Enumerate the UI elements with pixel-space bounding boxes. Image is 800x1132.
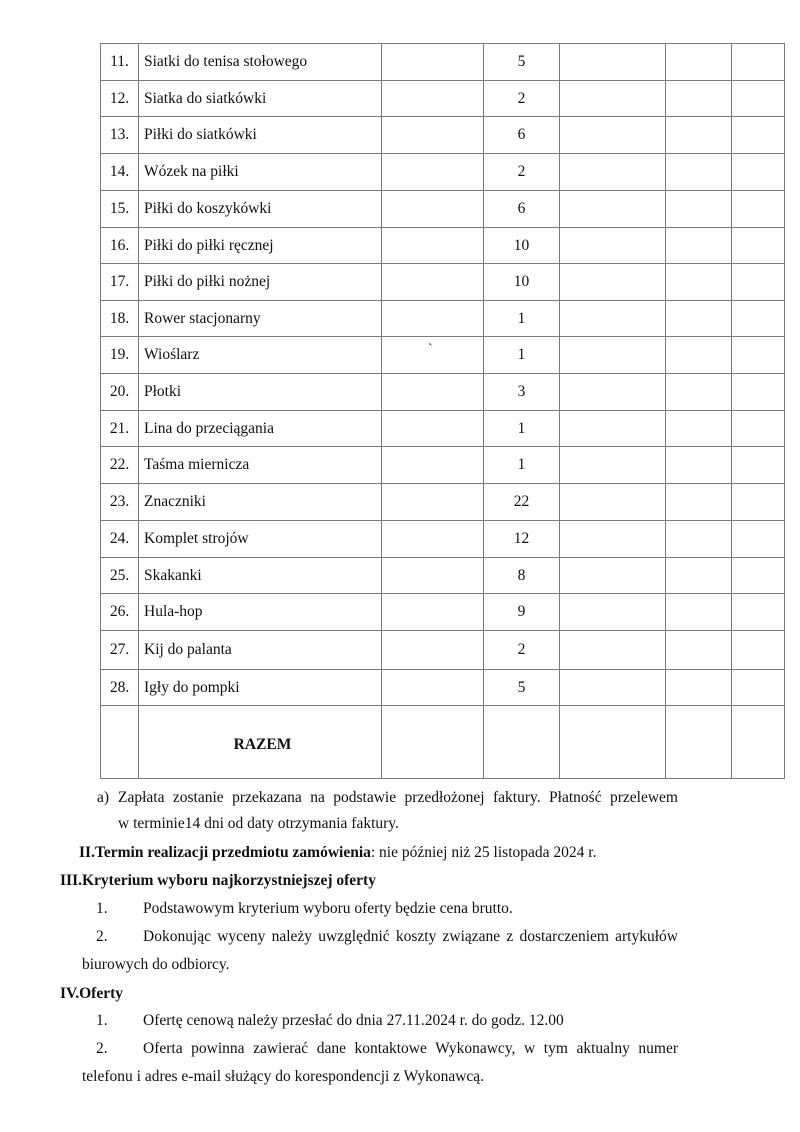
empty-cell [732,44,785,81]
item-quantity: 22 [484,484,560,521]
empty-cell [732,228,785,264]
payment-marker: a) [97,789,110,806]
section-4-point-2-number: 2. [96,1040,108,1057]
empty-cell [560,594,666,631]
empty-cell [666,228,732,264]
empty-cell [560,521,666,558]
empty-cell [732,484,785,521]
section-3-point-1-number: 1. [96,900,108,917]
item-quantity: 10 [484,228,560,264]
empty-cell [560,484,666,521]
row-number: 22. [101,447,139,484]
item-quantity: 9 [484,594,560,631]
blank-cell [382,154,484,191]
table-row [101,228,785,264]
blank-cell [382,484,484,521]
blank-cell [382,631,484,670]
item-quantity: 1 [484,301,560,337]
row-number: 19. [101,337,139,374]
empty-cell [666,484,732,521]
item-quantity: 3 [484,374,560,411]
item-name: Piłki do siatkówki [139,117,382,154]
item-quantity: 6 [484,191,560,228]
empty-cell [732,374,785,411]
item-name: Piłki do koszykówki [139,191,382,228]
item-name: Piłki do piłki ręcznej [139,228,382,264]
empty-cell [666,44,732,81]
item-quantity: 10 [484,264,560,301]
table-row [101,264,785,301]
table-row [101,81,785,117]
empty-cell [732,447,785,484]
empty-cell [484,706,560,779]
empty-cell [560,411,666,447]
section-2 [79,844,596,862]
empty-cell [666,670,732,706]
total-row [101,706,785,779]
blank-cell [382,670,484,706]
blank-cell [382,44,484,81]
item-quantity: 5 [484,670,560,706]
item-name: Kij do palanta [139,631,382,670]
empty-cell [560,301,666,337]
empty-cell [560,374,666,411]
empty-cell [732,264,785,301]
section-4-point-2-text-cont: telefonu i adres e-mail służący do korespondencji z Wykonawcą. [82,1068,485,1085]
empty-cell [560,337,666,374]
item-name: Siatki do tenisa stołowego [139,44,382,81]
total-label: RAZEM [139,706,382,779]
table-row [101,411,785,447]
item-name: Taśma miernicza [139,447,382,484]
section-4-heading: IV.Oferty [60,985,123,1002]
item-name: Lina do przeciągania [139,411,382,447]
item-name: Rower stacjonarny [139,301,382,337]
table-row [101,631,785,670]
empty-cell [732,301,785,337]
empty-cell [732,594,785,631]
blank-cell [382,337,484,374]
empty-cell [666,594,732,631]
empty-cell [666,558,732,594]
row-number: 26. [101,594,139,631]
table-row [101,117,785,154]
item-quantity: 2 [484,81,560,117]
empty-cell [732,154,785,191]
empty-cell [732,670,785,706]
item-name: Wioślarz [139,337,382,374]
item-name: Komplet strojów [139,521,382,558]
empty-cell [666,117,732,154]
section-3-point-1-text: Podstawowym kryterium wyboru oferty będzie cena brutto. [143,900,513,917]
empty-cell [560,117,666,154]
empty-cell [560,44,666,81]
empty-cell [560,264,666,301]
empty-cell [666,81,732,117]
blank-cell [382,191,484,228]
blank-cell [382,301,484,337]
item-quantity: 5 [484,44,560,81]
section-3-point-2-text-cont: biurowych do odbiorcy. [82,956,230,973]
item-name: Wózek na piłki [139,154,382,191]
table-row [101,670,785,706]
row-number: 12. [101,81,139,117]
empty-cell [732,521,785,558]
empty-cell [666,411,732,447]
row-number: 14. [101,154,139,191]
empty-cell [666,706,732,779]
section-4-point-1-text: Ofertę cenową należy przesłać do dnia 27.11.2024 r. do godz. 12.00 [143,1012,564,1029]
empty-cell [382,706,484,779]
section-3-point-2-number: 2. [96,928,108,945]
section-2-heading: II.Termin realizacji przedmiotu zamówienia [79,844,371,861]
section-3-point-2-text: Dokonując wyceny należy uwzględnić koszty związane z dostarczeniem artykułów [143,928,678,945]
payment-line-1: Zapłata zostanie przekazana na podstawie przedłożonej faktury. Płatność przelewem [118,789,678,806]
blank-cell [382,374,484,411]
table-row [101,191,785,228]
section-4-point-1-number: 1. [96,1012,108,1029]
blank-cell [382,521,484,558]
row-number: 13. [101,117,139,154]
item-quantity: 1 [484,337,560,374]
table-row [101,521,785,558]
empty-cell [732,558,785,594]
empty-cell [560,447,666,484]
table-row [101,301,785,337]
row-number: 23. [101,484,139,521]
empty-cell [732,706,785,779]
empty-cell [666,337,732,374]
row-number: 21. [101,411,139,447]
blank-cell [382,558,484,594]
empty-cell [666,631,732,670]
empty-cell [560,154,666,191]
empty-cell [732,411,785,447]
empty-cell [666,521,732,558]
blank-cell [382,228,484,264]
empty-cell [560,706,666,779]
item-quantity: 2 [484,631,560,670]
empty-cell [560,558,666,594]
table-row [101,484,785,521]
item-quantity: 12 [484,521,560,558]
stray-mark: ` [428,342,433,357]
empty-cell [560,670,666,706]
section-3-heading: III.Kryterium wyboru najkorzystniejszej oferty [60,872,376,889]
section-2-value: : nie później niż 25 listopada 2024 r. [370,844,597,861]
table-row [101,374,785,411]
blank-cell [382,81,484,117]
blank-cell [382,447,484,484]
empty-cell [666,264,732,301]
empty-cell [732,81,785,117]
items-table-body [101,44,785,779]
item-name: Skakanki [139,558,382,594]
table-row [101,558,785,594]
blank-cell [382,411,484,447]
empty-cell [560,228,666,264]
empty-cell [560,631,666,670]
table-row [101,337,785,374]
item-quantity: 2 [484,154,560,191]
empty-cell [560,191,666,228]
blank-cell [382,594,484,631]
empty-cell [101,706,139,779]
empty-cell [732,337,785,374]
item-name: Hula-hop [139,594,382,631]
row-number: 17. [101,264,139,301]
item-quantity: 1 [484,411,560,447]
item-quantity: 1 [484,447,560,484]
row-number: 28. [101,670,139,706]
item-name: Igły do pompki [139,670,382,706]
row-number: 11. [101,44,139,81]
item-quantity: 8 [484,558,560,594]
empty-cell [732,191,785,228]
item-name: Siatka do siatkówki [139,81,382,117]
empty-cell [666,374,732,411]
row-number: 25. [101,558,139,594]
empty-cell [732,631,785,670]
item-name: Płotki [139,374,382,411]
section-4-point-2-text: Oferta powinna zawierać dane kontaktowe Wykonawcy, w tym aktualny numer [143,1040,678,1057]
blank-cell [382,264,484,301]
payment-line-2: w terminie14 dni od daty otrzymania faktury. [118,815,399,832]
table-row [101,44,785,81]
item-name: Piłki do piłki nożnej [139,264,382,301]
blank-cell [382,117,484,154]
row-number: 18. [101,301,139,337]
empty-cell [666,154,732,191]
table-row [101,447,785,484]
item-name: Znaczniki [139,484,382,521]
items-table [100,43,785,779]
empty-cell [732,117,785,154]
empty-cell [666,191,732,228]
empty-cell [560,81,666,117]
row-number: 24. [101,521,139,558]
row-number: 27. [101,631,139,670]
table-row [101,154,785,191]
row-number: 15. [101,191,139,228]
row-number: 20. [101,374,139,411]
empty-cell [666,301,732,337]
empty-cell [666,447,732,484]
table-row [101,594,785,631]
item-quantity: 6 [484,117,560,154]
row-number: 16. [101,228,139,264]
